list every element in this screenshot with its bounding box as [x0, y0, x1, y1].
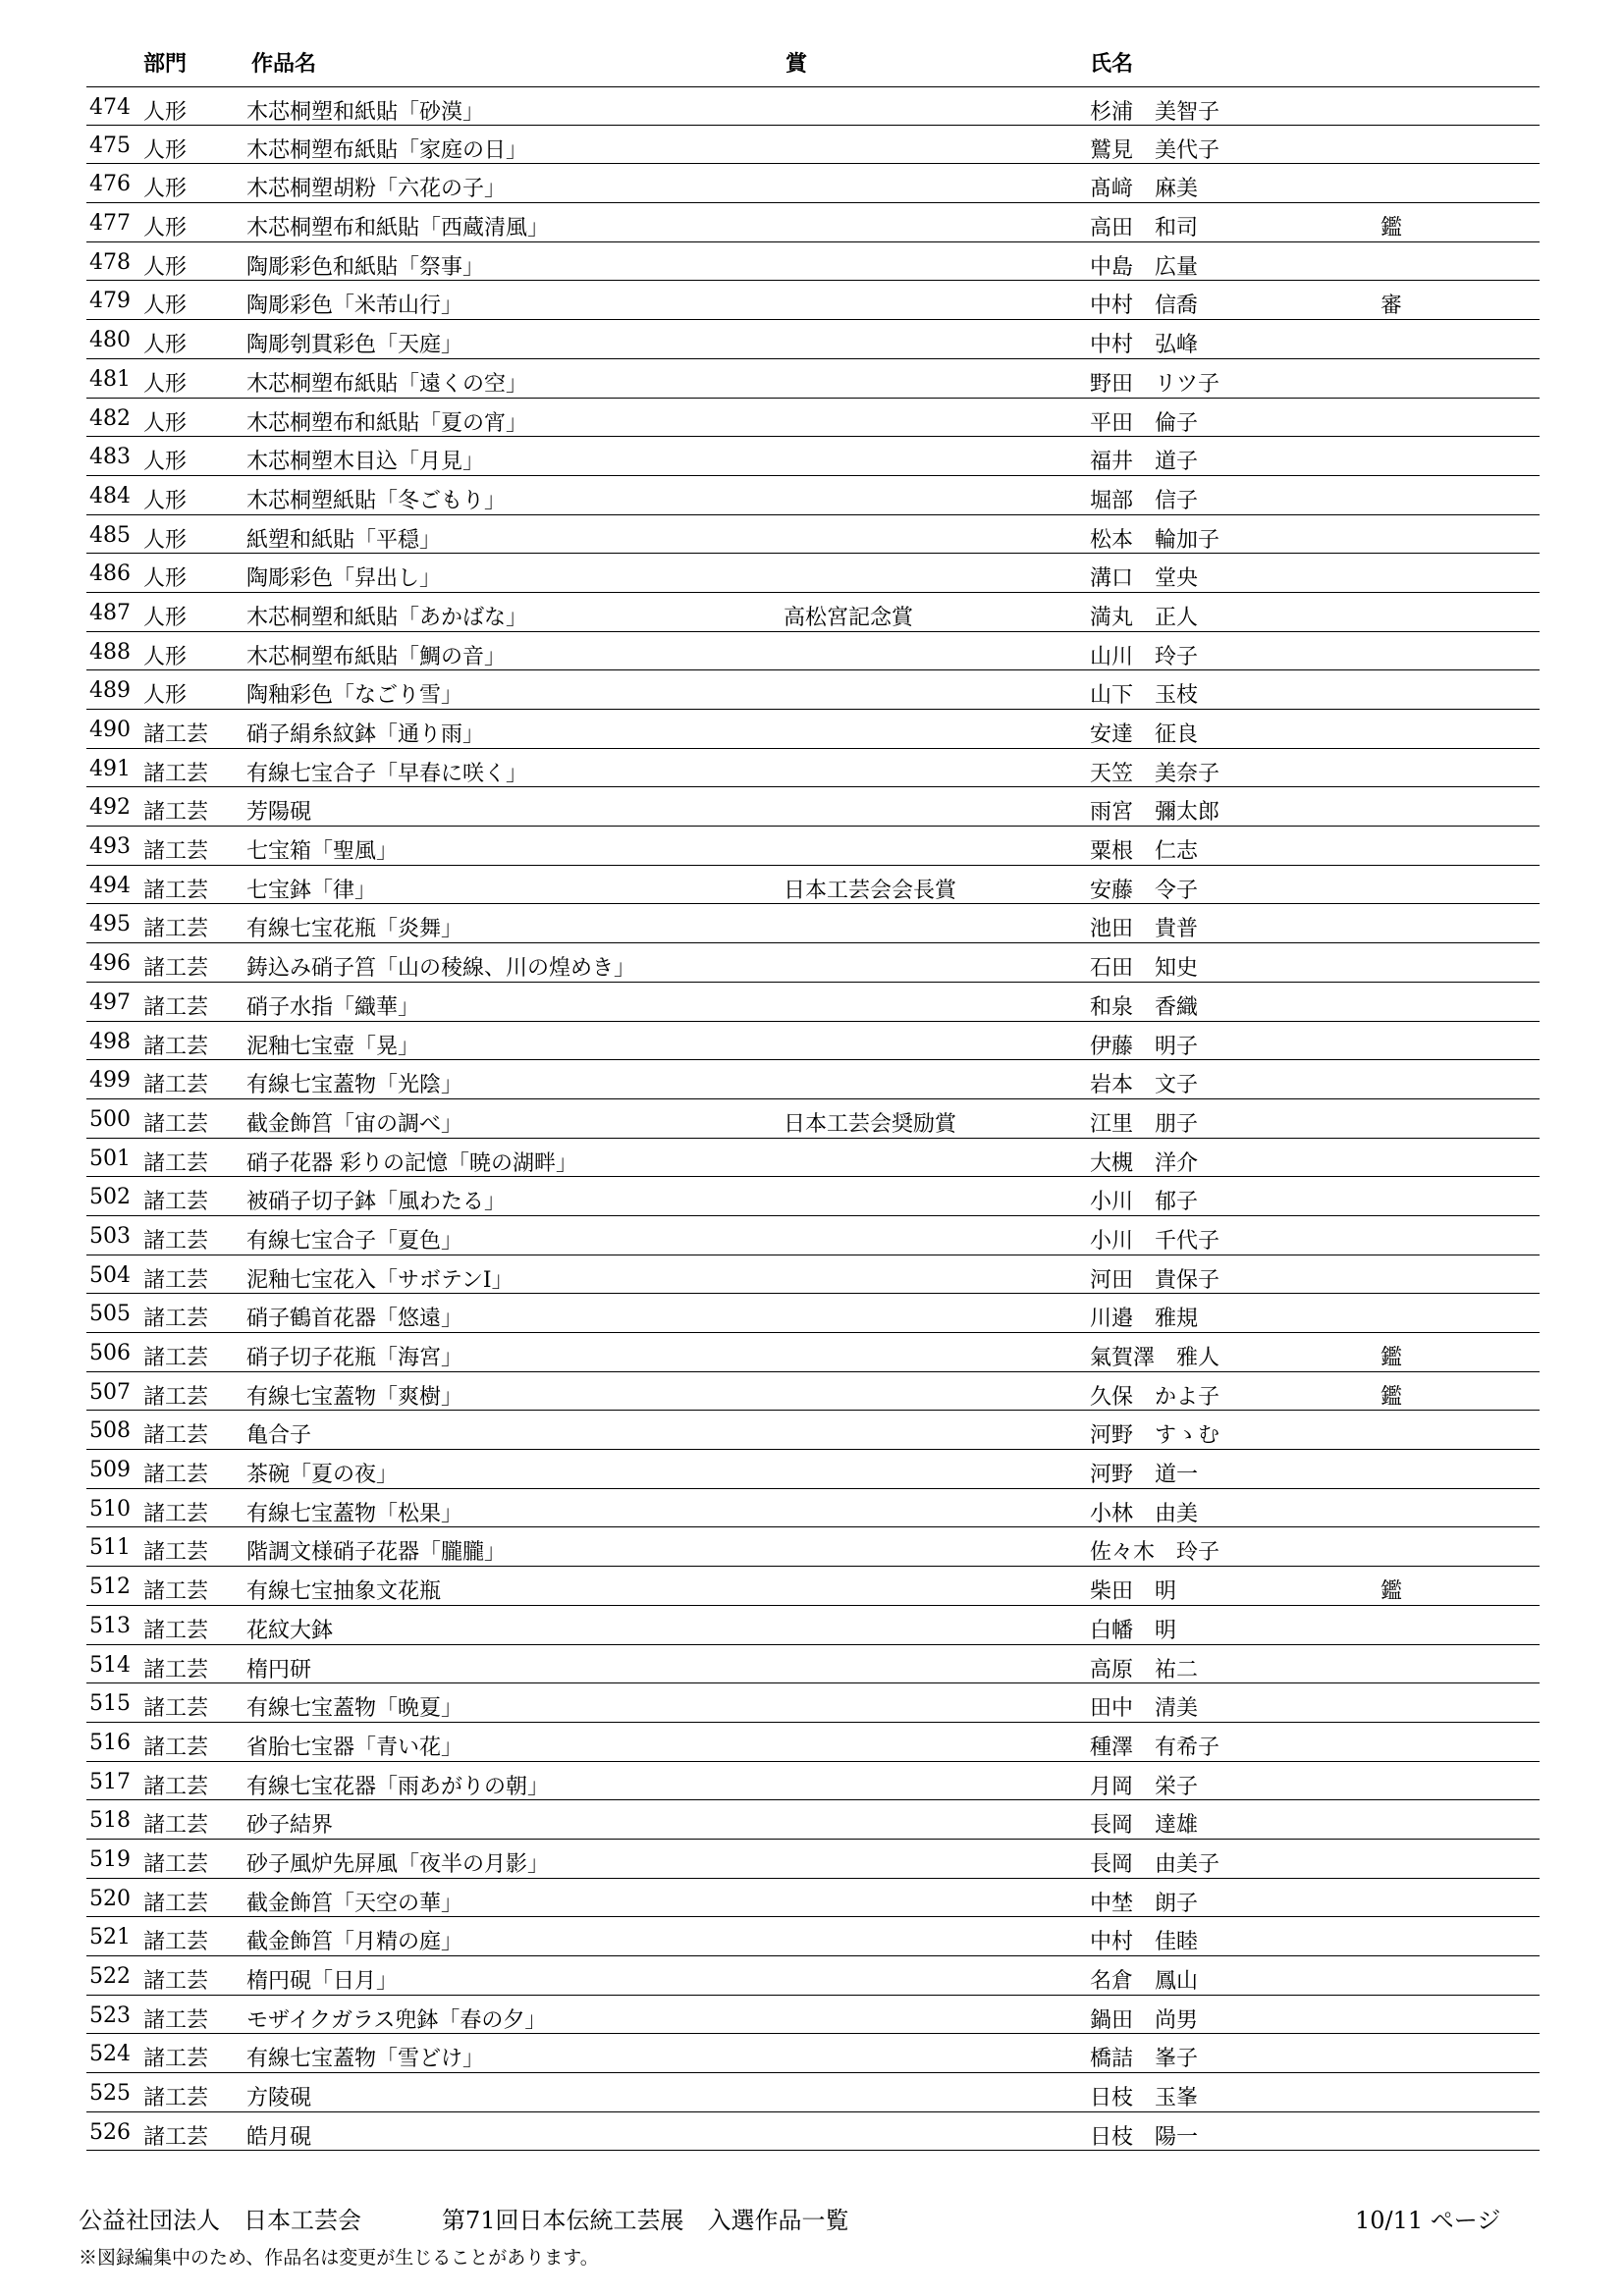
department: 諸工芸: [143, 878, 209, 903]
artist-name: 高田 和司: [1090, 216, 1199, 241]
artist-name: 平田 倫子: [1090, 410, 1199, 436]
work-title: 陶彫彩色「舁出し」: [246, 566, 442, 592]
work-title: 木芯桐塑紙貼「冬ごもり」: [246, 488, 507, 513]
artist-name: 山川 玲子: [1090, 644, 1199, 669]
status-mark: 鑑: [1380, 1384, 1403, 1410]
artist-name: 高原 祐二: [1090, 1657, 1199, 1682]
artist-name: 伊藤 明子: [1090, 1034, 1199, 1059]
work-title: 截金飾筥「月精の庭」: [246, 1930, 463, 1955]
entries-table: [86, 86, 1540, 2151]
department: 諸工芸: [143, 761, 209, 786]
work-title: 有線七宝合子「夏色」: [246, 1228, 463, 1254]
table-row: [86, 437, 1540, 476]
entry-number: 509: [89, 1458, 131, 1483]
artist-name: 日枝 陽一: [1090, 2124, 1199, 2150]
table-row: [86, 1139, 1540, 1178]
department: 諸工芸: [143, 1228, 209, 1254]
work-title: 有線七宝蓋物「松果」: [246, 1501, 463, 1526]
entry-number: 525: [89, 2081, 131, 2107]
work-title: 亀合子: [246, 1423, 312, 1449]
artist-name: 橋詰 峯子: [1090, 2047, 1199, 2072]
department: 諸工芸: [143, 1891, 209, 1916]
work-title: 茶碗「夏の夜」: [246, 1463, 399, 1488]
artist-name: 大槻 洋介: [1090, 1150, 1199, 1176]
table-row: [86, 1177, 1540, 1216]
department: 人形: [143, 566, 188, 592]
entry-number: 502: [89, 1185, 131, 1210]
table-row: [86, 1723, 1540, 1762]
entry-number: 499: [89, 1068, 131, 1094]
artist-name: 満丸 正人: [1090, 605, 1199, 630]
table-row: [86, 164, 1540, 203]
table-row: [86, 1683, 1540, 1723]
entry-number: 477: [89, 211, 131, 237]
entry-number: 489: [89, 678, 131, 704]
department: 諸工芸: [143, 2124, 209, 2150]
artist-name: 天笠 美奈子: [1090, 761, 1220, 786]
department: 諸工芸: [143, 1930, 209, 1955]
table-row: [86, 1450, 1540, 1489]
department: 諸工芸: [143, 1851, 209, 1877]
work-title: 砂子風炉先屏風「夜半の月影」: [246, 1851, 550, 1877]
work-title: 泥釉七宝花入「サボテンⅠ」: [246, 1267, 514, 1293]
table-row: [86, 983, 1540, 1022]
header-dept: 部門: [143, 52, 188, 77]
artist-name: 中村 信喬: [1090, 294, 1199, 319]
artist-name: 中村 佳睦: [1090, 1930, 1199, 1955]
department: 人形: [143, 605, 188, 630]
table-row: [86, 749, 1540, 788]
artist-name: 小林 由美: [1090, 1501, 1199, 1526]
entry-number: 484: [89, 483, 131, 508]
table-row: [86, 1567, 1540, 1606]
department: 諸工芸: [143, 1190, 209, 1215]
work-title: 階調文様硝子花器「朧朧」: [246, 1540, 507, 1566]
table-row: [86, 1294, 1540, 1333]
artist-name: 和泉 香織: [1090, 994, 1199, 1020]
department: 諸工芸: [143, 1813, 209, 1839]
entry-number: 486: [89, 561, 131, 587]
department: 人形: [143, 294, 188, 319]
artist-name: 名倉 鳳山: [1090, 1969, 1199, 1994]
table-row: [86, 281, 1540, 320]
table-header: [86, 47, 1540, 82]
artist-name: 小川 千代子: [1090, 1228, 1220, 1254]
department: 諸工芸: [143, 1073, 209, 1098]
table-row: [86, 943, 1540, 983]
artist-name: 種澤 有希子: [1090, 1735, 1220, 1760]
page-number: 10/11 ページ: [1355, 2207, 1501, 2234]
artist-name: 野田 リツ子: [1090, 371, 1220, 397]
table-row: [86, 1060, 1540, 1099]
entry-number: 494: [89, 873, 131, 898]
artist-name: 石田 知史: [1090, 956, 1199, 982]
table-row: [86, 1411, 1540, 1450]
artist-name: 池田 貴普: [1090, 917, 1199, 942]
entry-number: 496: [89, 951, 131, 977]
artist-name: 中埜 朗子: [1090, 1891, 1199, 1916]
work-title: 木芯桐塑布和紙貼「夏の宵」: [246, 410, 528, 436]
footer-organization: 公益社団法人 日本工芸会: [79, 2207, 361, 2234]
entry-number: 476: [89, 172, 131, 197]
work-title: 陶彫彩色「米芾山行」: [246, 294, 463, 319]
work-title: 木芯桐塑布紙貼「家庭の日」: [246, 137, 528, 163]
work-title: 硝子花器 彩りの記憶「暁の湖畔」: [246, 1150, 577, 1176]
status-mark: 鑑: [1380, 1346, 1403, 1370]
department: 人形: [143, 450, 188, 475]
table-row: [86, 1956, 1540, 1996]
entry-number: 515: [89, 1691, 131, 1717]
work-title: 有線七宝蓋物「晩夏」: [246, 1696, 463, 1722]
table-row: [86, 1996, 1540, 2035]
artist-name: 田中 清美: [1090, 1696, 1199, 1722]
department: 諸工芸: [143, 1618, 209, 1643]
artist-name: 河野 道一: [1090, 1463, 1199, 1488]
work-title: 硝子絹糸紋鉢「通り雨」: [246, 722, 485, 747]
table-row: [86, 399, 1540, 438]
work-title: 省胎七宝器「青い花」: [246, 1735, 463, 1760]
department: 諸工芸: [143, 2007, 209, 2033]
artist-name: 川邉 雅規: [1090, 1307, 1199, 1332]
table-row: [86, 670, 1540, 710]
entry-number: 516: [89, 1730, 131, 1755]
table-row: [86, 1216, 1540, 1255]
work-title: 被硝子切子鉢「風わたる」: [246, 1190, 507, 1215]
table-row: [86, 1800, 1540, 1840]
department: 諸工芸: [143, 956, 209, 982]
work-title: 有線七宝蓋物「爽樹」: [246, 1384, 463, 1410]
entry-number: 503: [89, 1223, 131, 1249]
table-row: [86, 904, 1540, 943]
department: 人形: [143, 527, 188, 553]
entry-number: 524: [89, 2042, 131, 2067]
work-title: 陶彫刳貫彩色「天庭」: [246, 333, 463, 358]
table-row: [86, 1333, 1540, 1372]
work-title: 木芯桐塑胡粉「六花の子」: [246, 177, 507, 202]
artist-name: 柴田 明: [1090, 1579, 1177, 1605]
entry-number: 498: [89, 1029, 131, 1054]
table-row: [86, 1022, 1540, 1061]
entry-number: 512: [89, 1575, 131, 1600]
department: 諸工芸: [143, 1423, 209, 1449]
department: 諸工芸: [143, 1463, 209, 1488]
artist-name: 月岡 栄子: [1090, 1774, 1199, 1799]
artist-name: 河田 貴保子: [1090, 1267, 1220, 1293]
department: 人形: [143, 177, 188, 202]
work-title: 方陵硯: [246, 2086, 312, 2111]
artist-name: 粟根 仁志: [1090, 839, 1199, 865]
work-title: 有線七宝蓋物「光陰」: [246, 1073, 463, 1098]
entry-number: 497: [89, 989, 131, 1015]
work-title: 截金飾筥「宙の調べ」: [246, 1111, 463, 1137]
entry-number: 526: [89, 2119, 131, 2145]
work-title: 木芯桐塑布紙貼「遠くの空」: [246, 371, 528, 397]
department: 諸工芸: [143, 800, 209, 826]
table-row: [86, 2112, 1540, 2152]
table-row: [86, 359, 1540, 399]
department: 諸工芸: [143, 1346, 209, 1370]
work-title: 有線七宝蓋物「雪どけ」: [246, 2047, 485, 2072]
artist-name: 河野 すゝむ: [1090, 1423, 1220, 1449]
work-title: 硝子水指「織華」: [246, 994, 420, 1020]
work-title: 楕円硯「日月」: [246, 1969, 399, 1994]
entry-number: 500: [89, 1106, 131, 1132]
artist-name: 江里 朋子: [1090, 1111, 1199, 1137]
work-title: 有線七宝花瓶「炎舞」: [246, 917, 463, 942]
department: 諸工芸: [143, 1696, 209, 1722]
table-row: [86, 554, 1540, 593]
award: 高松宮記念賞: [784, 605, 914, 630]
entry-number: 495: [89, 912, 131, 937]
work-title: 七宝箱「聖風」: [246, 839, 399, 865]
department: 人形: [143, 644, 188, 669]
table-row: [86, 126, 1540, 165]
department: 諸工芸: [143, 1111, 209, 1137]
table-row: [86, 86, 1540, 126]
table-row: [86, 1606, 1540, 1645]
artist-name: 鍋田 尚男: [1090, 2007, 1199, 2033]
entry-number: 517: [89, 1769, 131, 1794]
artist-name: 杉浦 美智子: [1090, 100, 1220, 125]
work-title: 木芯桐塑木目込「月見」: [246, 450, 485, 475]
entry-number: 514: [89, 1652, 131, 1678]
award: 日本工芸会会長賞: [784, 878, 957, 903]
table-row: [86, 1762, 1540, 1801]
department: 人形: [143, 100, 188, 125]
artist-name: 雨宮 彌太郎: [1090, 800, 1220, 826]
department: 諸工芸: [143, 1735, 209, 1760]
artist-name: 白幡 明: [1090, 1618, 1177, 1643]
work-title: 硝子鶴首花器「悠遠」: [246, 1307, 463, 1332]
artist-name: 佐々木 玲子: [1090, 1540, 1220, 1566]
status-mark: 鑑: [1380, 216, 1403, 241]
department: 人形: [143, 333, 188, 358]
entry-number: 511: [89, 1535, 131, 1561]
entry-number: 481: [89, 366, 131, 392]
status-mark: 鑑: [1380, 1579, 1403, 1605]
work-title: 砂子結界: [246, 1813, 334, 1839]
entry-number: 493: [89, 834, 131, 860]
department: 諸工芸: [143, 1579, 209, 1605]
department: 諸工芸: [143, 1267, 209, 1293]
table-row: [86, 320, 1540, 359]
entry-number: 474: [89, 95, 131, 120]
table-row: [86, 203, 1540, 242]
department: 人形: [143, 683, 188, 709]
work-title: 木芯桐塑和紙貼「あかばな」: [246, 605, 528, 630]
work-title: 楕円研: [246, 1657, 312, 1682]
work-title: 皓月硯: [246, 2124, 312, 2150]
table-row: [86, 1255, 1540, 1295]
artist-name: 山下 玉枝: [1090, 683, 1199, 709]
entry-number: 483: [89, 445, 131, 470]
department: 諸工芸: [143, 1034, 209, 1059]
table-row: [86, 1372, 1540, 1412]
department: 諸工芸: [143, 2086, 209, 2111]
footer-title: 第71回日本伝統工芸展 入選作品一覧: [442, 2207, 849, 2234]
artist-name: 氣賀澤 雅人: [1090, 1346, 1220, 1370]
artist-name: 長岡 由美子: [1090, 1851, 1220, 1877]
work-title: 木芯桐塑布紙貼「鯛の音」: [246, 644, 507, 669]
table-row: [86, 242, 1540, 282]
artist-name: 中村 弘峰: [1090, 333, 1199, 358]
footer-note: ※図録編集中のため、作品名は変更が生じることがあります。: [79, 2247, 599, 2269]
entry-number: 508: [89, 1418, 131, 1444]
work-title: 木芯桐塑布和紙貼「西蔵清風」: [246, 216, 550, 241]
table-row: [86, 787, 1540, 827]
entry-number: 482: [89, 405, 131, 431]
entry-number: 513: [89, 1613, 131, 1638]
entry-number: 488: [89, 639, 131, 665]
entry-number: 491: [89, 756, 131, 781]
table-row: [86, 1879, 1540, 1918]
table-row: [86, 515, 1540, 555]
work-title: 截金飾筥「天空の華」: [246, 1891, 463, 1916]
department: 諸工芸: [143, 1384, 209, 1410]
artist-name: 堀部 信子: [1090, 488, 1199, 513]
entry-number: 505: [89, 1302, 131, 1327]
entry-number: 507: [89, 1379, 131, 1405]
artist-name: 岩本 文子: [1090, 1073, 1199, 1098]
department: 諸工芸: [143, 1540, 209, 1566]
table-row: [86, 710, 1540, 749]
award: 日本工芸会奨励賞: [784, 1111, 957, 1137]
status-mark: 審: [1380, 294, 1403, 319]
entry-number: 501: [89, 1146, 131, 1171]
header-award: 賞: [785, 52, 808, 77]
department: 諸工芸: [143, 1150, 209, 1176]
department: 諸工芸: [143, 722, 209, 747]
department: 諸工芸: [143, 1307, 209, 1332]
entry-number: 504: [89, 1262, 131, 1288]
artist-name: 小川 郁子: [1090, 1190, 1199, 1215]
table-row: [86, 1917, 1540, 1956]
work-title: 有線七宝合子「早春に咲く」: [246, 761, 528, 786]
artist-name: 久保 かよ子: [1090, 1384, 1220, 1410]
table-row: [86, 1099, 1540, 1139]
department: 人形: [143, 371, 188, 397]
entry-number: 519: [89, 1846, 131, 1872]
work-title: 花紋大鉢: [246, 1618, 334, 1643]
artist-name: 日枝 玉峯: [1090, 2086, 1199, 2111]
department: 人形: [143, 216, 188, 241]
table-row: [86, 1527, 1540, 1567]
table-row: [86, 476, 1540, 515]
entry-number: 487: [89, 600, 131, 625]
entry-number: 518: [89, 1808, 131, 1834]
department: 諸工芸: [143, 994, 209, 1020]
entry-number: 521: [89, 1925, 131, 1950]
department: 人形: [143, 410, 188, 436]
entry-number: 510: [89, 1496, 131, 1522]
entry-number: 492: [89, 795, 131, 821]
department: 人形: [143, 137, 188, 163]
entry-number: 475: [89, 133, 131, 158]
work-title: 鋳込み硝子筥「山の稜線、川の煌めき」: [246, 956, 636, 982]
work-title: 有線七宝抽象文花瓶: [246, 1579, 442, 1605]
artist-name: 中島 広量: [1090, 254, 1199, 280]
table-row: [86, 1840, 1540, 1879]
entry-number: 520: [89, 1886, 131, 1911]
table-row: [86, 2073, 1540, 2112]
department: 諸工芸: [143, 1657, 209, 1682]
department: 諸工芸: [143, 1969, 209, 1994]
work-title: 木芯桐塑和紙貼「砂漠」: [246, 100, 485, 125]
table-row: [86, 632, 1540, 671]
work-title: 陶釉彩色「なごり雪」: [246, 683, 463, 709]
work-title: 七宝鉢「律」: [246, 878, 377, 903]
table-row: [86, 1489, 1540, 1528]
work-title: 硝子切子花瓶「海宮」: [246, 1346, 463, 1370]
entry-number: 506: [89, 1341, 131, 1365]
work-title: モザイクガラス兜鉢「春の夕」: [246, 2007, 547, 2033]
work-title: 紙塑和紙貼「平穏」: [246, 527, 442, 553]
department: 人形: [143, 488, 188, 513]
artist-name: 長岡 達雄: [1090, 1813, 1199, 1839]
work-title: 芳陽硯: [246, 800, 312, 826]
department: 諸工芸: [143, 2047, 209, 2072]
department: 諸工芸: [143, 839, 209, 865]
header-work: 作品名: [251, 52, 317, 77]
entry-number: 490: [89, 718, 131, 742]
table-row: [86, 1645, 1540, 1684]
artist-name: 福井 道子: [1090, 450, 1199, 475]
entry-number: 485: [89, 522, 131, 548]
artist-name: 鷲見 美代子: [1090, 137, 1220, 163]
department: 諸工芸: [143, 1774, 209, 1799]
department: 諸工芸: [143, 1501, 209, 1526]
entry-number: 480: [89, 328, 131, 353]
artist-name: 髙﨑 麻美: [1090, 177, 1199, 202]
artist-name: 松本 輪加子: [1090, 527, 1220, 553]
department: 諸工芸: [143, 917, 209, 942]
table-row: [86, 827, 1540, 866]
department: 人形: [143, 254, 188, 280]
table-row: [86, 866, 1540, 905]
entry-number: 523: [89, 2002, 131, 2028]
entry-number: 522: [89, 1964, 131, 1989]
entry-number: 479: [89, 289, 131, 314]
work-title: 泥釉七宝壺「晃」: [246, 1034, 420, 1059]
work-title: 陶彫彩色和紙貼「祭事」: [246, 254, 485, 280]
artist-name: 安達 征良: [1090, 722, 1199, 747]
artist-name: 安藤 令子: [1090, 878, 1199, 903]
work-title: 有線七宝花器「雨あがりの朝」: [246, 1774, 550, 1799]
table-row: [86, 2034, 1540, 2073]
table-row: [86, 593, 1540, 632]
artist-name: 溝口 堂央: [1090, 566, 1199, 592]
entry-number: 478: [89, 249, 131, 275]
header-name: 氏名: [1090, 52, 1134, 77]
